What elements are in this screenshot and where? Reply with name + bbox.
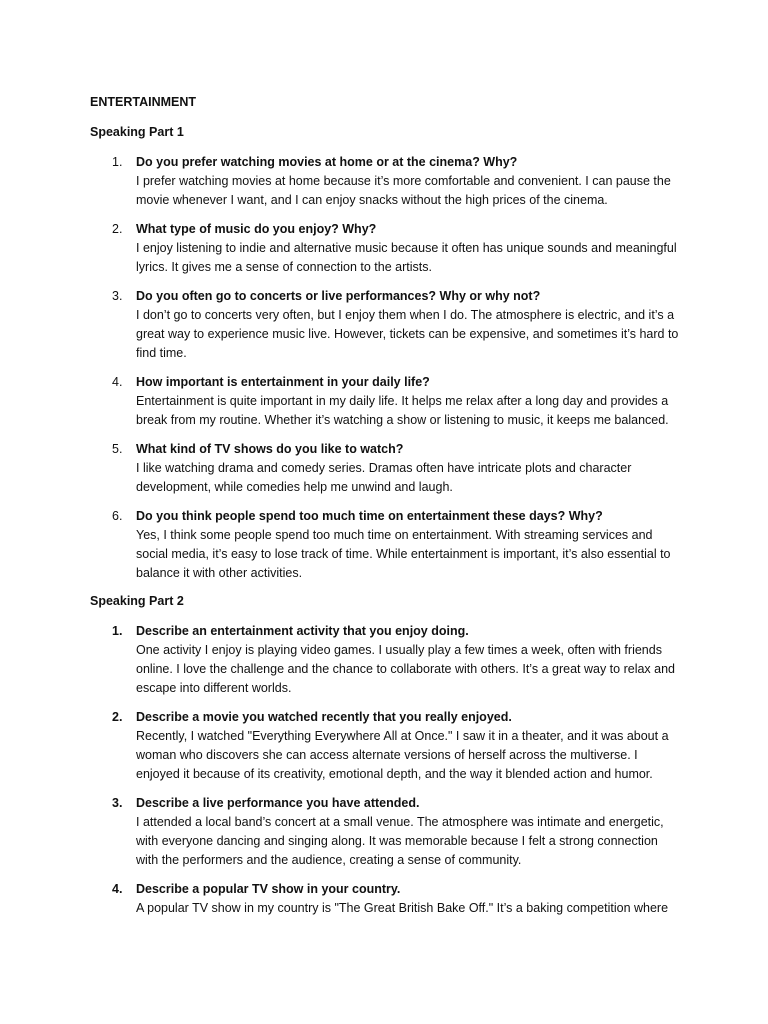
part2-item-4 bbox=[90, 880, 680, 918]
question-text: Do you think people spend too much time on entertainment these days? Why? bbox=[136, 509, 603, 523]
answer-text: Yes, I think some people spend too much time on entertainment. With streaming services and social media, it’s easy to lose track of time. While entertainment is important, it’s also essential to balance it with other activities. bbox=[136, 528, 671, 580]
part1-item-2 bbox=[90, 220, 680, 277]
part2-heading: Speaking Part 2 bbox=[90, 594, 184, 608]
part1-item-4 bbox=[90, 373, 680, 430]
question-text: Do you often go to concerts or live performances? Why or why not? bbox=[136, 289, 541, 303]
part1-item-5 bbox=[90, 440, 680, 497]
part2-item-1 bbox=[90, 622, 680, 698]
part1-heading: Speaking Part 1 bbox=[90, 125, 184, 139]
item-number: 3. bbox=[112, 289, 123, 303]
answer-text: Recently, I watched "Everything Everywhere All at Once." I saw it in a theater, and it was about a woman who discovers she can access alternate versions of herself across the multiverse. I enjoyed it because of its creativity, emotional depth, and the way it blended action and humor. bbox=[136, 729, 669, 781]
question-text: Describe a movie you watched recently that you really enjoyed. bbox=[136, 710, 512, 724]
item-number: 1. bbox=[112, 155, 123, 169]
question-text: Describe a popular TV show in your country. bbox=[136, 882, 401, 896]
question-text: Do you prefer watching movies at home or at the cinema? Why? bbox=[136, 155, 518, 169]
question-text: What type of music do you enjoy? Why? bbox=[136, 222, 377, 236]
answer-text: Entertainment is quite important in my daily life. It helps me relax after a long day and provides a break from my routine. Whether it’s watching a show or listening to music, it keeps me balanced. bbox=[136, 394, 669, 427]
answer-text: One activity I enjoy is playing video games. I usually play a few times a week, often with friends online. I love the challenge and the chance to collaborate with others. It’s a great way to relax and escape into different worlds. bbox=[136, 643, 675, 695]
document-title: ENTERTAINMENT bbox=[90, 95, 197, 109]
item-number: 1. bbox=[112, 624, 123, 638]
answer-text: I prefer watching movies at home because it’s more comfortable and convenient. I can pause the movie whenever I want, and I can enjoy snacks without the high prices of the cinema. bbox=[136, 174, 671, 207]
part2-question-list bbox=[90, 622, 680, 918]
item-number: 2. bbox=[112, 710, 123, 724]
part1-question-list bbox=[90, 153, 680, 583]
answer-text: I like watching drama and comedy series. Dramas often have intricate plots and character development, while comedies help me unwind and laugh. bbox=[136, 461, 632, 494]
part1-item-1 bbox=[90, 153, 680, 210]
question-text: Describe a live performance you have attended. bbox=[136, 796, 420, 810]
question-text: Describe an entertainment activity that you enjoy doing. bbox=[136, 624, 469, 638]
part1-item-6 bbox=[90, 507, 680, 583]
item-number: 4. bbox=[112, 882, 123, 896]
question-text: How important is entertainment in your daily life? bbox=[136, 375, 430, 389]
item-number: 5. bbox=[112, 442, 123, 456]
answer-text: I enjoy listening to indie and alternative music because it often has unique sounds and meaningful lyrics. It gives me a sense of connection to the artists. bbox=[136, 241, 677, 274]
item-number: 2. bbox=[112, 222, 123, 236]
item-number: 3. bbox=[112, 796, 123, 810]
part2-item-2 bbox=[90, 708, 680, 784]
part2-item-3 bbox=[90, 794, 680, 870]
item-number: 4. bbox=[112, 375, 123, 389]
answer-text: I attended a local band’s concert at a small venue. The atmosphere was intimate and energetic, with everyone dancing and singing along. It was memorable because I felt a strong connection with the performers and the audience, creating a sense of community. bbox=[136, 815, 664, 867]
question-text: What kind of TV shows do you like to watch? bbox=[136, 442, 404, 456]
answer-text: I don’t go to concerts very often, but I enjoy them when I do. The atmosphere is electric, and it’s a great way to experience music live. However, tickets can be expensive, and sometimes it’s hard to find time. bbox=[136, 308, 679, 360]
part1-item-3 bbox=[90, 287, 680, 363]
item-number: 6. bbox=[112, 509, 123, 523]
answer-text: A popular TV show in my country is "The Great British Bake Off." It’s a baking competition where bbox=[136, 901, 669, 915]
